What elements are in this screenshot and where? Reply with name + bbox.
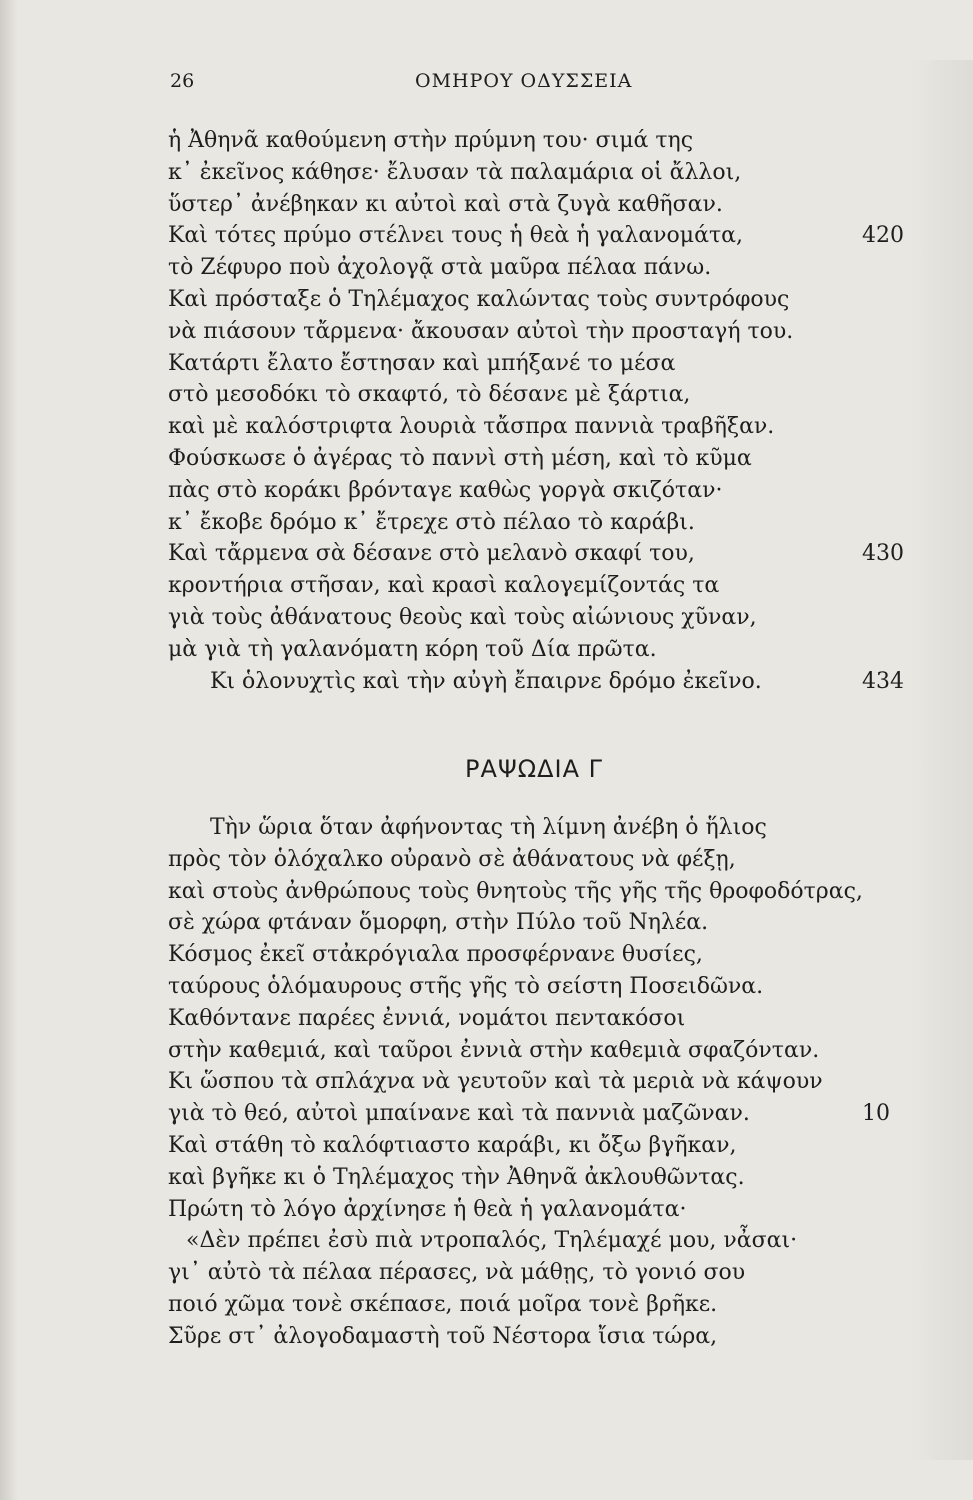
verse-line [168, 1321, 908, 1353]
verse-line [168, 475, 908, 507]
verse-text: τὸ Ζέφυρο ποὺ ἀχολογᾷ στὰ μαῦρα πέλαα πάνω. [168, 255, 712, 281]
verse-line [168, 1066, 908, 1098]
verse-line [168, 1035, 908, 1067]
verse-line [168, 538, 908, 570]
verse-text: Καὶ πρόσταξε ὁ Τηλέμαχος καλώντας τοὺς συντρόφους [168, 286, 790, 312]
verse-text: Καὶ τότες πρύμο στέλνει τους ἡ θεὰ ἡ γαλανομάτα, [168, 223, 743, 249]
page-spine-shadow [0, 0, 18, 1500]
verse-line [168, 507, 908, 539]
verse-line [168, 316, 908, 348]
verse-text: Τὴν ὥρια ὅταν ἀφήνοντας τὴ λίμνη ἀνέβη ὁ ἥλιος [210, 815, 767, 840]
verse-text: Καὶ τἄρμενα σὰ δέσανε στὸ μελανὸ σκαφί του, [168, 541, 695, 567]
verse-line [168, 443, 908, 475]
verse-block-book-c [168, 812, 908, 1353]
verse-text: Καὶ στάθη τὸ καλόφτιαστο καράβι, κι ὄξω βγῆκαν, [168, 1132, 737, 1158]
verse-text: Σῦρε στ᾽ ἀλογοδαμαστὴ τοῦ Νέστορα ἴσια τώρα, [168, 1323, 718, 1349]
verse-text: πρὸς τὸν ὁλόχαλκο οὐρανὸ σὲ ἀθάνατους νὰ φέξῃ, [168, 846, 736, 872]
verse-text: Καθόντανε παρέες ἐννιά, νομάτοι πεντακόσοι [168, 1005, 686, 1031]
verse-line [168, 379, 908, 411]
verse-text: κ᾽ ἐκεῖνος κάθησε· ἔλυσαν τὰ παλαμάρια οἱ ἄλλοι, [168, 159, 742, 185]
verse-line [168, 844, 908, 876]
verse-text: ποιό χῶμα τονὲ σκέπασε, ποιά μοῖρα τονὲ βρῆκε. [168, 1291, 718, 1317]
verse-line [168, 876, 908, 908]
verse-text: κροντήρια στῆσαν, καὶ κρασὶ καλογεμίζοντάς τα [168, 573, 720, 599]
verse-line [168, 125, 908, 157]
verse-text: σὲ χώρα φτάναν ὅμορφη, στὴν Πύλο τοῦ Νηλέα. [168, 910, 709, 936]
verse-block-end-of-book-b [168, 125, 908, 697]
verse-line [168, 812, 908, 844]
verse-line [168, 1225, 908, 1257]
verse-line [168, 1098, 908, 1130]
verse-text: Κι ὥσπου τὰ σπλάχνα νὰ γευτοῦν καὶ τὰ μεριὰ νὰ κάψουν [168, 1069, 823, 1095]
verse-text: Φούσκωσε ὁ ἀγέρας τὸ παννὶ στὴ μέση, καὶ τὸ κῦμα [168, 445, 752, 471]
verse-text: ἡ Ἀθηνᾶ καθούμενη στὴν πρύμνη του· σιμά της [168, 128, 694, 153]
facing-page-bleed [910, 60, 973, 1460]
verse-line [168, 907, 908, 939]
verse-line [168, 602, 908, 634]
book-title-text: ΡΑΨΩΔΙΑ Γ [465, 755, 604, 783]
verse-text: νὰ πιάσουν τἄρμενα· ἄκουσαν αὐτοὶ τὴν προσταγή του. [168, 318, 794, 344]
verse-line [168, 1289, 908, 1321]
verse-text: ὕστερ᾽ ἀνέβηκαν κι αὐτοὶ καὶ στὰ ζυγὰ καθῆσαν. [168, 191, 723, 217]
book-title [168, 755, 908, 783]
verse-text: Κόσμος ἐκεῖ στἀκρόγιαλα προσφέρνανε θυσίες, [168, 942, 703, 968]
verse-line [168, 570, 908, 602]
verse-line [168, 1003, 908, 1035]
verse-line [168, 1194, 908, 1226]
verse-text: στὸ μεσοδόκι τὸ σκαφτό, τὸ δέσανε μὲ ξάρτια, [168, 382, 691, 408]
verse-text: ταύρους ὁλόμαυρους στῆς γῆς τὸ σείστη Ποσειδῶνα. [168, 973, 764, 999]
verse-text: Κατάρτι ἔλατο ἔστησαν καὶ μπήξανέ το μέσα [168, 350, 676, 376]
verse-line [168, 939, 908, 971]
line-number: 430 [862, 541, 904, 567]
verse-line [168, 284, 908, 316]
verse-text: καὶ στοὺς ἀνθρώπους τοὺς θνητοὺς τῆς γῆς τῆς θροφοδότρας, [168, 878, 863, 904]
verse-line [168, 1162, 908, 1194]
verse-text: «Δὲν πρέπει ἐσὺ πιὰ ντροπαλός, Τηλέμαχέ μου, νἆσαι· [186, 1228, 798, 1254]
verse-text: γιὰ τοὺς ἀθάνατους θεοὺς καὶ τοὺς αἰώνιους χῦναν, [168, 604, 757, 630]
verse-text: στὴν καθεμιά, καὶ ταῦροι ἐννιὰ στὴν καθεμιὰ σφαζόνταν. [168, 1037, 820, 1063]
line-number: 10 [862, 1101, 890, 1127]
running-title: ΟΜΗΡΟΥ ΟΔΥΣΣΕΙΑ [415, 70, 633, 92]
verse-line [168, 189, 908, 221]
verse-line [168, 348, 908, 380]
verse-text: μὰ γιὰ τὴ γαλανόματη κόρη τοῦ Δία πρῶτα. [168, 636, 657, 662]
verse-text: Κι ὁλονυχτὶς καὶ τὴν αὐγὴ ἔπαιρνε δρόμο ἐκεῖνο. [210, 668, 762, 694]
verse-text: Πρώτη τὸ λόγο ἀρχίνησε ἡ θεὰ ἡ γαλανομάτα· [168, 1196, 687, 1222]
verse-line [168, 220, 908, 252]
verse-line [168, 971, 908, 1003]
line-number: 420 [862, 223, 904, 249]
line-number: 434 [862, 668, 904, 694]
verse-line [168, 634, 908, 666]
verse-text: γι᾽ αὐτὸ τὰ πέλαα πέρασες, νὰ μάθῃς, τὸ γονιό σου [168, 1260, 746, 1286]
verse-line [168, 666, 908, 698]
verse-text: καὶ βγῆκε κι ὁ Τηλέμαχος τὴν Ἀθηνᾶ ἀκλουθῶντας. [168, 1164, 745, 1190]
verse-text: πὰς στὸ κοράκι βρόνταγε καθὼς γοργὰ σκιζόταν· [168, 477, 723, 503]
verse-text: καὶ μὲ καλόστριφτα λουριὰ τἄσπρα παννιὰ τραβῆξαν. [168, 414, 775, 440]
page-header [0, 70, 973, 104]
verse-line [168, 1257, 908, 1289]
verse-text: κ᾽ ἔκοβε δρόμο κ᾽ ἔτρεχε στὸ πέλαο τὸ καράβι. [168, 509, 695, 535]
verse-line [168, 157, 908, 189]
verse-line [168, 411, 908, 443]
page-number: 26 [170, 70, 195, 92]
verse-line [168, 252, 908, 284]
verse-text: γιὰ τὸ θεό, αὐτοὶ μπαίνανε καὶ τὰ παννιὰ μαζῶναν. [168, 1101, 750, 1127]
verse-line [168, 1130, 908, 1162]
